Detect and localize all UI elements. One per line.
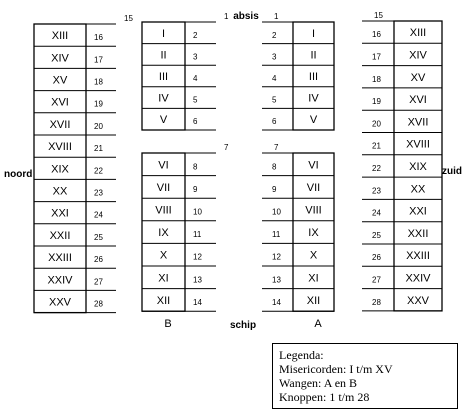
legend-line-wangen: Wangen: A en B [279,376,358,390]
knop-label: 9 [272,184,277,194]
misericord-label: IX [158,227,169,240]
apse-label: absis [233,11,259,22]
knop-label: 20 [372,119,381,129]
misericord-label: VIII [155,204,172,217]
misericord-label: XVI [409,94,427,107]
misericord-label: IV [308,92,319,105]
misericord-label: XXIII [48,252,72,265]
south-label: zuid [442,166,462,177]
misericord-label: XXII [407,227,429,240]
knop-label: 12 [193,252,202,262]
knop-label: 10 [193,207,202,217]
misericord-label: XXV [406,294,430,307]
misericord-label: XXIII [406,250,430,263]
knop-label: 5 [272,95,277,105]
knop-label: 4 [272,74,277,83]
knop-label: 13 [272,275,281,285]
misericord-label: III [308,71,319,83]
knop-label: 18 [372,74,381,84]
knop-label: 7 [274,143,279,152]
knop-label: 3 [272,52,277,62]
knop-label: 17 [372,52,381,62]
misericord-label: X [159,249,168,262]
knop-label: 10 [272,207,281,217]
knop-label: 7 [224,143,229,152]
knop-label: 4 [193,74,198,83]
knop-label: 23 [94,188,103,198]
stall-b-upper [142,12,229,130]
misericord-label: XVII [407,116,429,129]
misericord-label: XIV [409,49,427,62]
misericord-label: V [159,114,168,127]
misericord-label: XVII [49,118,71,131]
knop-label: 11 [193,230,202,240]
misericord-label: XXIV [405,272,431,285]
misericord-label: XIX [409,160,427,173]
knop-label: 28 [372,297,381,307]
misericord-label: XVI [51,96,69,109]
misericord-label: XII [156,294,171,307]
knop-label: 25 [372,230,381,240]
knop-label: 26 [372,253,381,263]
knop-label: 19 [372,97,381,107]
knop-label: 6 [272,117,277,127]
knop-label: 15 [124,14,133,23]
knop-label: 16 [372,30,381,40]
legend-line-knoppen: Knoppen: 1 t/m 28 [279,390,370,404]
north-stall-row [34,14,133,313]
knop-label: 13 [193,275,202,285]
knop-label: 27 [372,275,381,285]
knop-label: 14 [272,297,281,307]
knop-label: 8 [272,162,277,172]
stall-a-lower [262,143,334,311]
north-label: noord [4,169,33,180]
misericord-label: XV [52,74,68,87]
knop-label: 21 [94,144,103,154]
knop-label: 16 [94,33,103,43]
misericord-label: IV [158,92,169,105]
misericord-label: XX [52,185,68,198]
knop-label: 12 [272,252,281,262]
misericord-label: I [311,27,316,40]
misericord-label: III [158,71,169,83]
misericord-label: I [161,27,166,40]
knop-label: 19 [94,99,103,109]
misericord-label: XV [410,71,426,84]
misericord-label: XX [410,183,426,196]
misericord-label: X [309,249,318,262]
misericord-label: XXI [51,207,69,220]
knop-label: 1 [274,12,279,21]
misericord-label: XIII [409,27,427,40]
knop-label: 23 [372,186,381,196]
misericord-label: VI [158,159,169,172]
knop-label: 21 [372,141,381,151]
misericord-label: XI [308,272,319,285]
knop-label: 27 [94,277,103,287]
misericord-label: VII [306,181,321,194]
nave-label: schip [229,320,257,331]
knop-label: 3 [193,52,198,62]
knop-label: 11 [272,230,281,240]
stall-b-lower [142,143,229,311]
knop-label: 25 [94,232,103,242]
legend-box [272,343,458,409]
misericord-label: XIX [51,163,69,176]
misericord-label: IX [308,227,319,240]
knop-label: 28 [94,299,103,309]
knop-label: 9 [193,184,198,194]
stall-a-upper [262,12,334,130]
misericord-label: XIII [51,30,69,43]
knop-label: 6 [193,117,198,127]
misericord-label: V [309,114,318,127]
misericord-label: VII [156,181,171,194]
knop-label: 2 [193,30,198,40]
misericord-label: VIII [305,204,322,217]
knop-label: 1 [224,12,229,21]
misericord-label: XII [306,294,321,307]
knop-label: 26 [94,255,103,265]
misericord-label: XVIII [406,138,430,151]
knop-label: 22 [94,166,103,176]
knop-label: 14 [193,297,202,307]
misericord-label: XXIV [47,274,73,287]
knop-label: 18 [94,77,103,87]
misericord-label: II [310,49,317,62]
wang-a-label: A [314,318,322,330]
misericord-label: XVIII [48,141,72,154]
knop-label: 24 [94,210,103,220]
knop-label: 5 [193,95,198,105]
misericord-label: XXII [49,229,71,242]
legend-line-misericords: Misericorden: I t/m XV [279,362,393,376]
misericord-label: II [160,49,167,62]
misericord-label: VI [308,159,319,172]
knop-label: 2 [272,30,277,40]
knop-label: 15 [374,11,383,20]
wang-b-label: B [164,318,172,330]
misericord-label: XI [158,272,169,285]
south-stall-row [362,11,442,311]
misericord-label: XXI [409,205,427,218]
knop-label: 8 [193,162,198,172]
knop-label: 24 [372,208,381,218]
legend-title: Legenda: [279,348,324,362]
knop-label: 20 [94,121,103,131]
misericord-label: XIV [51,52,69,65]
knop-label: 17 [94,55,103,65]
knop-label: 22 [372,163,381,173]
misericord-label: XXV [48,296,72,309]
